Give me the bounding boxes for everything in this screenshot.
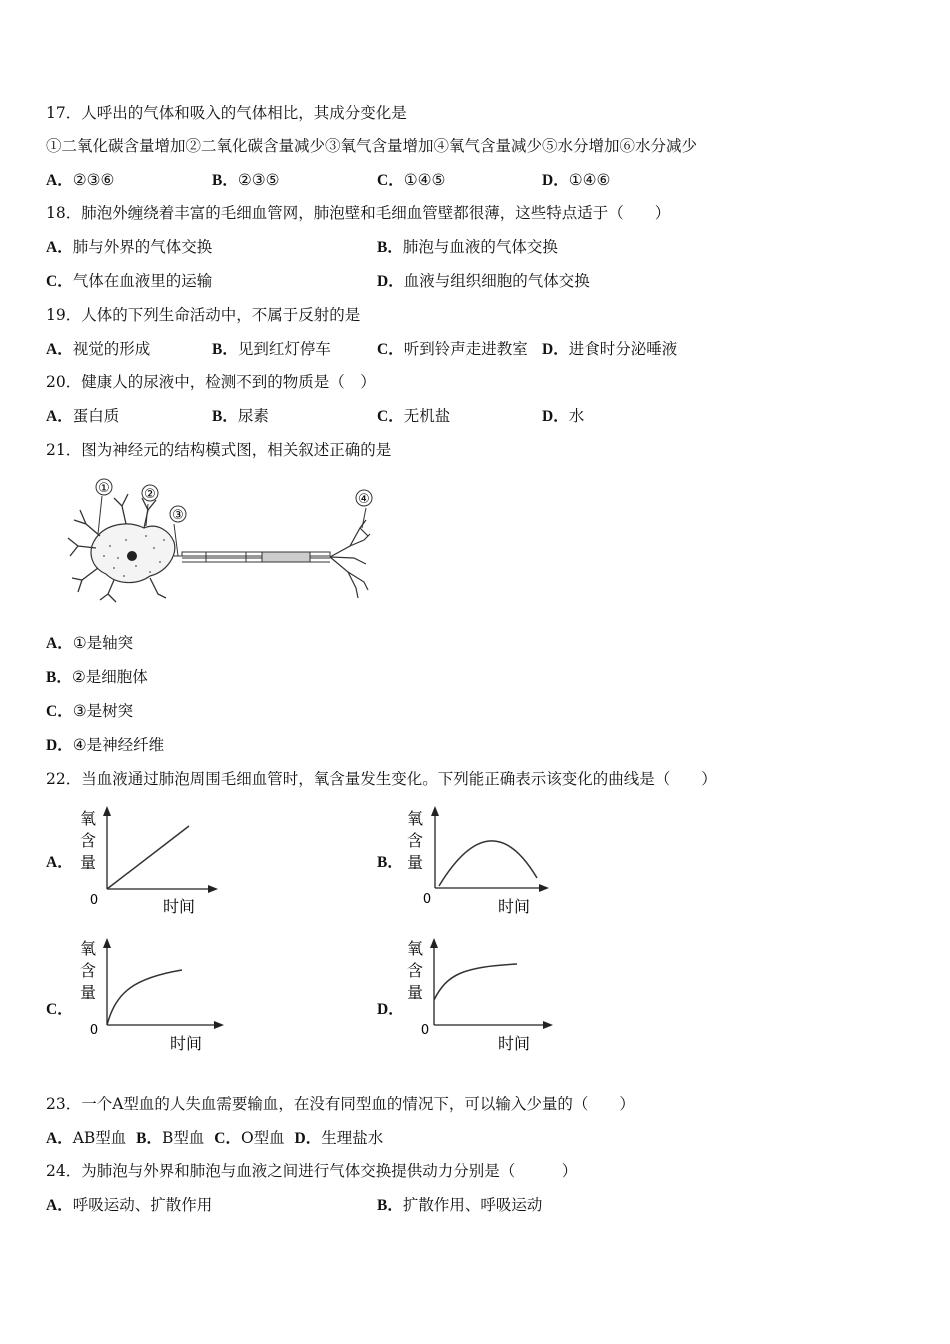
graph-a-xlabel: 时间 xyxy=(162,897,196,916)
neuron-label-1-text: ① xyxy=(98,481,110,496)
q21-option-b: B．②是细胞体 xyxy=(46,668,148,686)
q18-option-a: A．肺与外界的气体交换 xyxy=(46,238,213,256)
q20-option-a: A．蛋白质 xyxy=(46,407,120,425)
q19-option-c: C．听到铃声走进教室 xyxy=(377,340,528,358)
q22-graph-a xyxy=(74,804,224,918)
graph-a-ylabel-3: 量 xyxy=(79,853,97,872)
graph-b-origin: 0 xyxy=(422,892,432,907)
q22-graph-c xyxy=(74,934,230,1056)
q24-stem: 24．为肺泡与外界和肺泡与血液之间进行气体交换提供动力分别是（ ） xyxy=(46,1162,578,1180)
q22-option-c-label: C． xyxy=(46,1001,73,1018)
q22-graph-d xyxy=(403,934,559,1056)
neuron-nucleus xyxy=(127,551,137,561)
q17-option-b: B．②③⑤ xyxy=(212,171,280,189)
q19-option-b: B．见到红灯停车 xyxy=(212,340,331,358)
q23-stem: 23．一个A型血的人失血需要输血，在没有同型血的情况下，可以输入少量的（ ） xyxy=(46,1095,635,1113)
q23-options xyxy=(46,1128,383,1149)
neuron-diagram xyxy=(66,476,386,604)
graph-d-xlabel: 时间 xyxy=(497,1034,531,1053)
neuron-label-2-text: ② xyxy=(144,487,156,502)
graph-a-origin: 0 xyxy=(89,893,99,908)
graph-d-ylabel-2: 含 xyxy=(406,961,424,980)
graph-c-curve xyxy=(107,970,182,1025)
q19-option-d: D．进食时分泌唾液 xyxy=(542,340,678,358)
graph-a-ylabel-2: 含 xyxy=(79,831,97,850)
graph-d-curve xyxy=(434,964,517,1000)
q18-option-d: D．血液与组织细胞的气体交换 xyxy=(377,272,590,290)
graph-b-ylabel-2: 含 xyxy=(406,831,424,850)
neuron-label-4-text: ④ xyxy=(358,492,370,507)
q22-option-b-label: B． xyxy=(377,854,403,871)
q24-option-b: B．扩散作用、呼吸运动 xyxy=(377,1196,543,1214)
q17-items: ①二氧化碳含量增加②二氧化碳含量减少③氧气含量增加④氧气含量减少⑤水分增加⑥水分减少 xyxy=(46,137,698,155)
graph-c-ylabel-3: 量 xyxy=(79,983,97,1002)
q23-option-c: C．O型血 xyxy=(214,1129,285,1147)
q17-stem: 17．人呼出的气体和吸入的气体相比，其成分变化是 xyxy=(46,104,407,122)
graph-c-ylabel-2: 含 xyxy=(79,961,97,980)
q18-stem: 18．肺泡外缠绕着丰富的毛细血管网，肺泡壁和毛细血管壁都很薄，这些特点适于（ ） xyxy=(46,204,671,222)
graph-c-ylabel-1: 氧 xyxy=(79,939,97,958)
graph-b-curve xyxy=(439,841,537,886)
graph-b-xlabel: 时间 xyxy=(497,897,531,916)
q23-option-b: B．B型血 xyxy=(136,1129,205,1147)
graph-c-xlabel: 时间 xyxy=(169,1034,203,1053)
q20-option-c: C．无机盐 xyxy=(377,407,451,425)
graph-b-ylabel-1: 氧 xyxy=(406,809,424,828)
q17-option-a: A．②③⑥ xyxy=(46,171,115,189)
q20-option-b: B．尿素 xyxy=(212,407,269,425)
q22-graph-b xyxy=(403,804,553,918)
graph-c-origin: 0 xyxy=(89,1023,99,1038)
graph-a-curve xyxy=(107,826,189,889)
q18-option-b: B．肺泡与血液的气体交换 xyxy=(377,238,558,256)
q17-option-d: D．①④⑥ xyxy=(542,171,611,189)
q18-option-c: C．气体在血液里的运输 xyxy=(46,272,213,290)
q21-option-d: D．④是神经纤维 xyxy=(46,736,165,754)
q22-stem: 22．当血液通过肺泡周围毛细血管时，氧含量发生变化。下列能正确表示该变化的曲线是（ ） xyxy=(46,770,717,788)
q24-option-a: A．呼吸运动、扩散作用 xyxy=(46,1196,213,1214)
q21-stem: 21．图为神经元的结构模式图，相关叙述正确的是 xyxy=(46,441,392,459)
q22-option-a-label: A． xyxy=(46,854,73,871)
q21-option-a: A．①是轴突 xyxy=(46,634,134,652)
q20-option-d: D．水 xyxy=(542,407,585,425)
q21-option-c: C．③是树突 xyxy=(46,702,134,720)
graph-a-ylabel-1: 氧 xyxy=(79,809,97,828)
q23-option-d: D．生理盐水 xyxy=(294,1129,384,1147)
graph-d-ylabel-1: 氧 xyxy=(406,939,424,958)
graph-d-ylabel-3: 量 xyxy=(406,983,424,1002)
graph-b-ylabel-3: 量 xyxy=(406,853,424,872)
q22-option-d-label: D． xyxy=(377,1001,404,1018)
neuron-label-3-text: ③ xyxy=(172,508,184,523)
q17-option-c: C．①④⑤ xyxy=(377,171,446,189)
q23-option-a: A．AB型血 xyxy=(46,1129,127,1147)
graph-d-origin: 0 xyxy=(420,1023,430,1038)
q20-stem: 20．健康人的尿液中，检测不到的物质是（ ） xyxy=(46,373,376,391)
q19-stem: 19．人体的下列生命活动中，不属于反射的是 xyxy=(46,306,361,324)
q19-option-a: A．视觉的形成 xyxy=(46,340,151,358)
